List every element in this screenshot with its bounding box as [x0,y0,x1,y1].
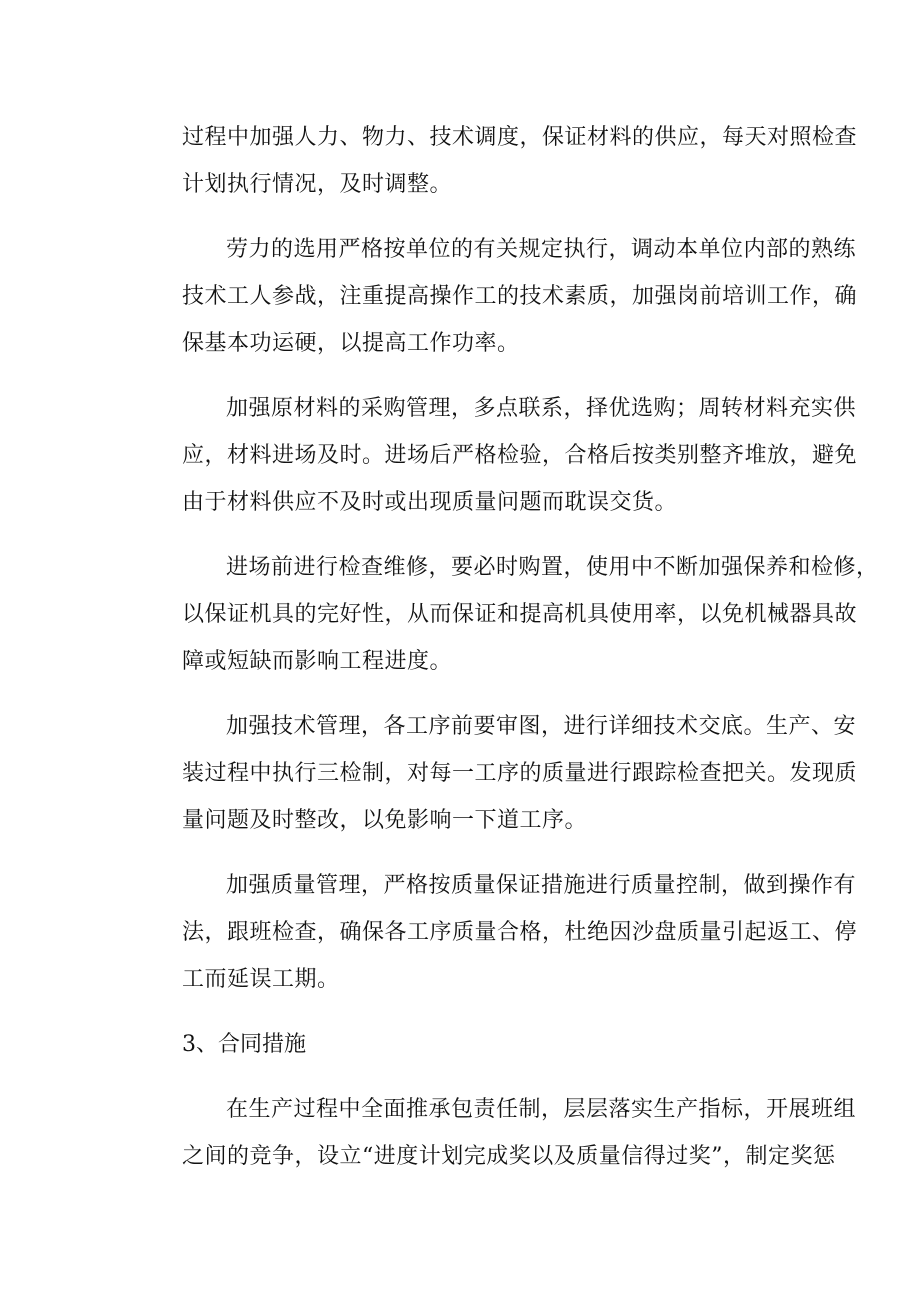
paragraph-line: 量问题及时整改，以免影响一下道工序。 [182,808,588,833]
paragraph-line: 加强质量管理，严格按质量保证措施进行质量控制，做到操作有 [226,873,857,898]
paragraph-line: 进场前进行检查维修，要必时购置，使用中不断加强保养和检修， [226,555,879,580]
paragraph-7 [138,1086,857,1180]
paragraph-line: 由于材料供应不及时或出现质量问题而耽误交货。 [182,490,678,515]
paragraph-line: 工而延误工期。 [182,967,340,992]
paragraph-3 [138,385,858,526]
paragraph-line: 保基本功运硬，以提高工作功率。 [182,331,520,356]
paragraph-line: 之间的竞争，设立“进度计划完成奖以及质量信得过奖”，制定奖惩 [182,1144,836,1169]
paragraph-4 [138,544,879,685]
paragraph-6 [138,862,858,1003]
paragraph-line: 法，跟班检查，确保各工序质量合格，杜绝因沙盘质量引起返工、停 [182,920,858,945]
paragraph-2 [138,226,858,367]
paragraph-line: 技术工人参战，注重提高操作工的技术素质，加强岗前培训工作，确 [182,284,858,309]
paragraph-line: 装过程中执行三检制，对每一工序的质量进行跟踪检查把关。发现质 [182,761,858,786]
paragraph-line: 应，材料进场及时。进场后严格检验，合格后按类别整齐堆放，避免 [182,443,858,468]
section-heading: 3、合同措施 [182,1032,306,1057]
paragraph-line: 障或短缺而影响工程进度。 [182,649,453,674]
paragraph-line: 在生产过程中全面推承包责任制，层层落实生产指标，开展班组 [226,1097,857,1122]
document-page [138,114,879,1198]
paragraph-line: 劳力的选用严格按单位的有关规定执行，调动本单位内部的熟练 [226,237,857,262]
paragraph-5 [138,703,858,844]
paragraph-line: 计划执行情况，及时调整。 [182,172,453,197]
paragraph-line: 加强技术管理，各工序前要审图，进行详细技术交底。生产、安 [226,714,857,739]
paragraph-line: 过程中加强人力、物力、技术调度，保证材料的供应，每天对照检查 [182,125,858,150]
paragraph-1 [138,114,858,208]
paragraph-line: 加强原材料的采购管理，多点联系，择优选购；周转材料充实供 [226,396,857,421]
paragraph-line: 以保证机具的完好性，从而保证和提高机具使用率，以免机械器具故 [182,602,858,627]
